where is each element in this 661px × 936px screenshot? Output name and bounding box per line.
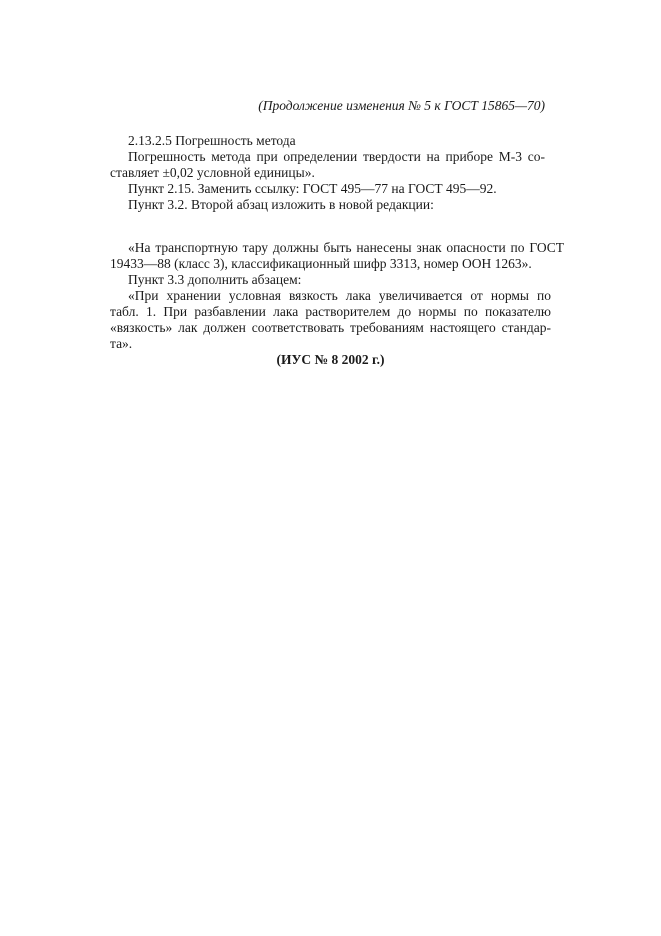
quoted-paragraph-line: табл. 1. При разбавлении лака растворителем до нормы по показателю: [110, 304, 551, 319]
quoted-paragraph-line: «На транспортную тару должны быть нанесены знак опасности по ГОСТ: [128, 240, 564, 255]
clause-3-3-line: Пункт 3.3 дополнить абзацем:: [128, 272, 302, 287]
paragraph-line: Погрешность метода при определении твердости на приборе М-3 со-: [128, 149, 545, 164]
source-footer: (ИУС № 8 2002 г.): [276, 352, 385, 367]
clause-3-2-line: Пункт 3.2. Второй абзац изложить в новой редакции:: [128, 197, 434, 212]
quoted-paragraph-line: «При хранении условная вязкость лака увеличивается от нормы по: [128, 288, 551, 303]
quoted-paragraph-line: «вязкость» лак должен соответствовать требованиям настоящего стандар-: [110, 320, 551, 335]
continuation-header: (Продолжение изменения № 5 к ГОСТ 15865—70): [258, 98, 545, 113]
clause-heading-2-13-2-5: 2.13.2.5 Погрешность метода: [128, 133, 296, 148]
quoted-paragraph-line: 19433—88 (класс 3), классификационный шифр 3313, номер ООН 1263».: [110, 256, 532, 271]
quoted-paragraph-line: та».: [110, 336, 133, 351]
paragraph-line: ставляет ±0,02 условной единицы».: [110, 165, 315, 180]
clause-2-15-line: Пункт 2.15. Заменить ссылку: ГОСТ 495—77 на ГОСТ 495—92.: [128, 181, 497, 196]
